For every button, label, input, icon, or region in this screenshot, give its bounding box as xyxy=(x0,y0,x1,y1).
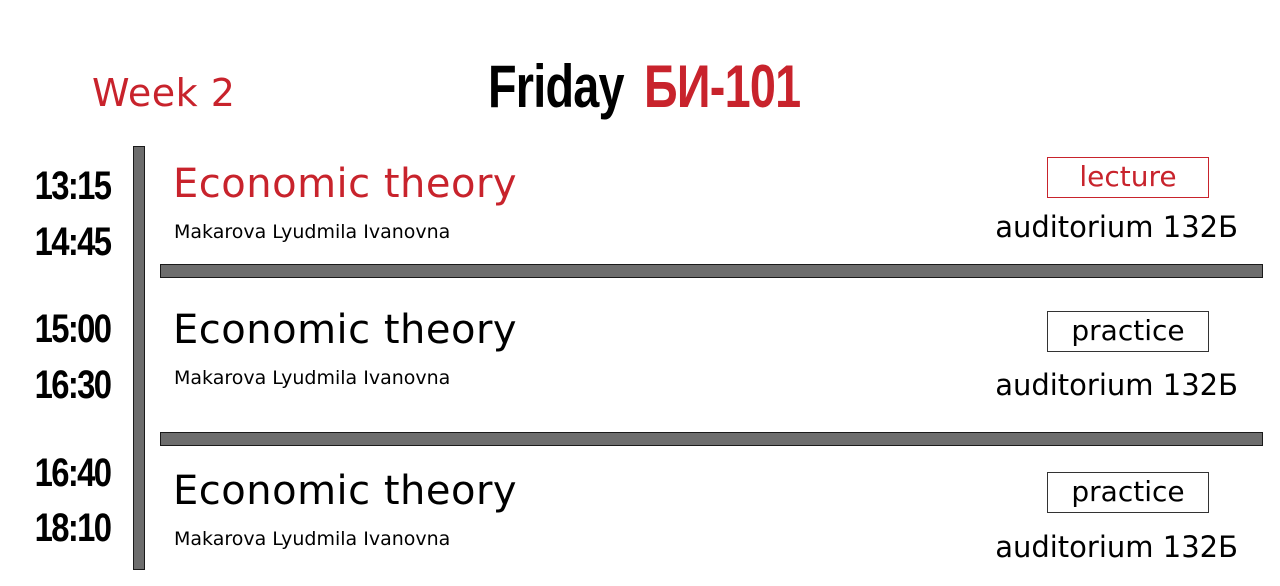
end-time: 14:45 xyxy=(34,220,110,264)
end-time: 18:10 xyxy=(34,506,110,550)
group-title: БИ-101 xyxy=(644,53,801,120)
timeline-divider xyxy=(133,146,145,570)
subject-title: Economic theory xyxy=(173,161,518,207)
end-time: 16:30 xyxy=(34,363,110,407)
start-time: 15:00 xyxy=(34,307,110,351)
day-title: Friday xyxy=(488,53,624,120)
row-divider xyxy=(160,432,1263,446)
teacher-name: Makarova Lyudmila Ivanovna xyxy=(174,528,451,550)
start-time: 16:40 xyxy=(34,451,110,495)
class-type-badge: practice xyxy=(1047,311,1209,352)
teacher-name: Makarova Lyudmila Ivanovna xyxy=(174,367,451,389)
class-type-badge: lecture xyxy=(1047,157,1209,198)
start-time: 13:15 xyxy=(34,164,110,208)
subject-title: Economic theory xyxy=(173,307,518,353)
subject-title: Economic theory xyxy=(173,468,518,514)
teacher-name: Makarova Lyudmila Ivanovna xyxy=(174,221,451,243)
page-title xyxy=(488,52,800,122)
week-label: Week 2 xyxy=(92,71,236,115)
row-divider xyxy=(160,264,1263,278)
room-label: auditorium 132Б xyxy=(995,210,1238,244)
room-label: auditorium 132Б xyxy=(995,530,1238,564)
room-label: auditorium 132Б xyxy=(995,368,1238,402)
class-type-badge: practice xyxy=(1047,472,1209,513)
